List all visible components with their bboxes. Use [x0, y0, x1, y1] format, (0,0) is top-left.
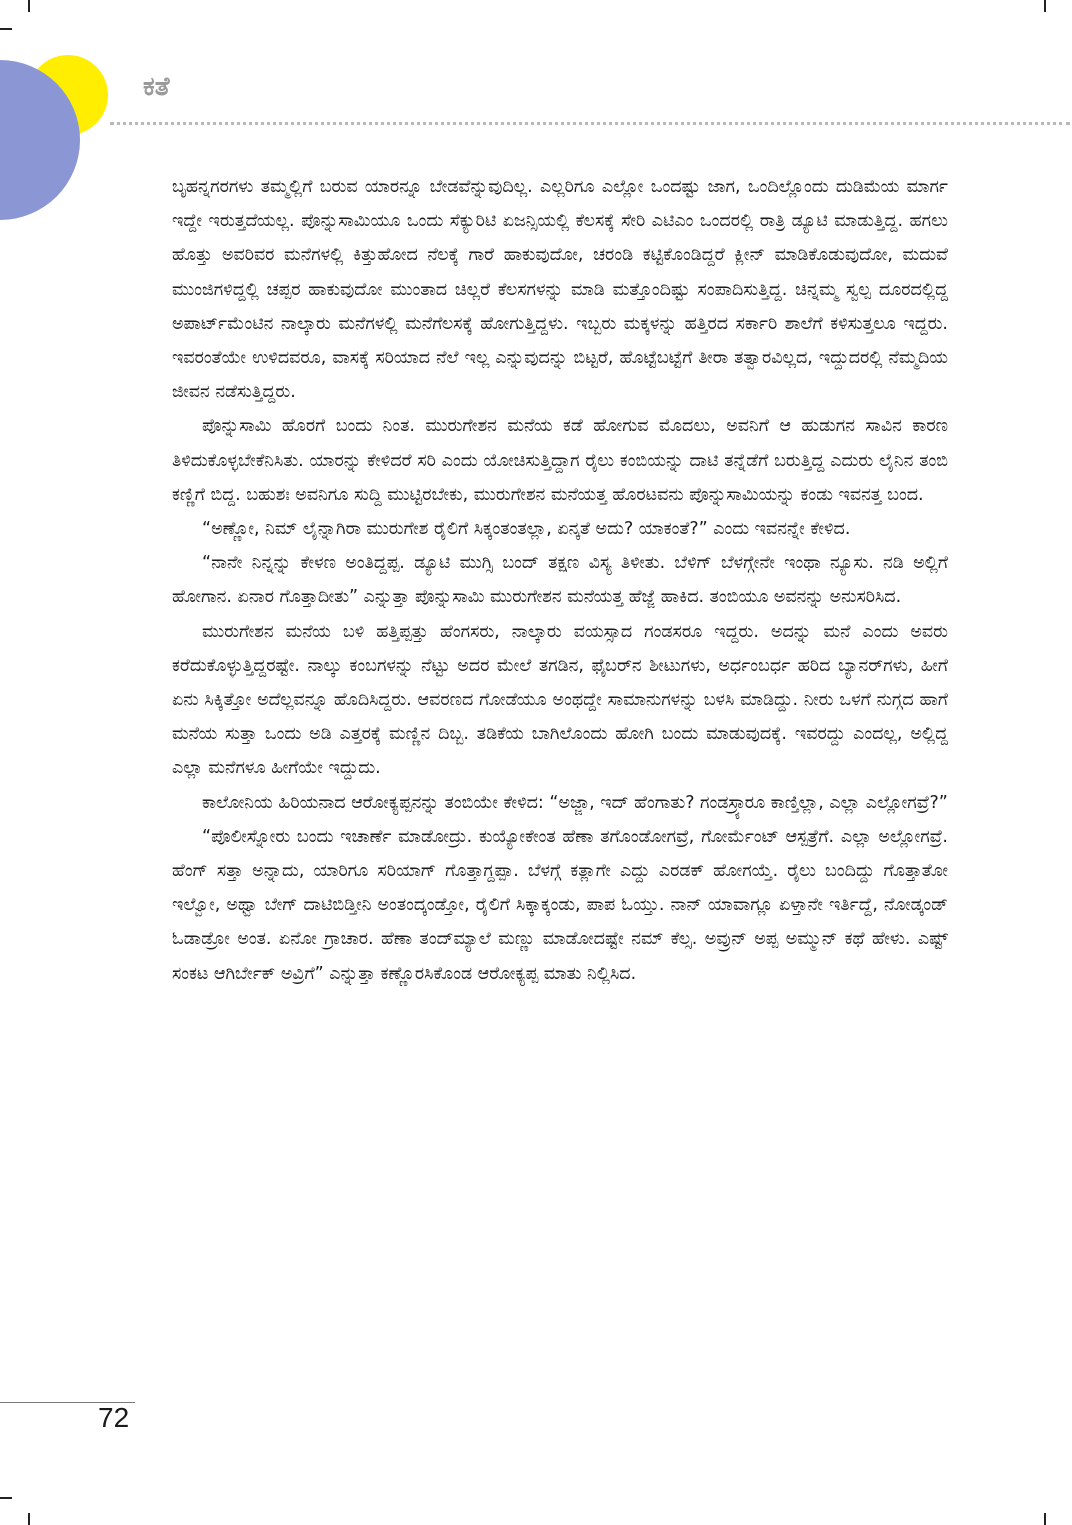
paragraph: ಮುರುಗೇಶನ ಮನೆಯ ಬಳಿ ಹತ್ತಿಪ್ಪತ್ತು ಹೆಂಗಸರು, ನಾಲ್ಕಾರು ವಯಸ್ಸಾದ ಗಂಡಸರೂ ಇದ್ದರು. ಅದನ್ನು ಮನೆ ಎಂದು ಅವರು ಕರೆದುಕೊಳ್ಳುತ್ತಿದ್ದರಷ್ಟೇ. ನಾಲ್ಕು ಕಂಬಗಳನ್ನು ನೆಟ್ಟು ಅದರ ಮೇಲೆ ತಗಡಿನ, ಫೈಬರ್‌ನ ಶೀಟುಗಳು, ಅರ್ಧಂಬರ್ಧ ಹರಿದ ಬ್ಯಾನರ್‌ಗಳು, ಹೀಗೆ ಏನು ಸಿಕ್ಕಿತ್ತೋ ಅದೆಲ್ಲವನ್ನೂ ಹೊದಿಸಿದ್ದರು. ಆವರಣದ ಗೋಡೆಯೂ ಅಂಥದ್ದೇ ಸಾಮಾನುಗಳನ್ನು ಬಳಸಿ ಮಾಡಿದ್ದು. ನೀರು ಒಳಗೆ ನುಗ್ಗದ ಹಾಗೆ ಮನೆಯ ಸುತ್ತಾ ಒಂದು ಅಡಿ ಎತ್ತರಕ್ಕೆ ಮಣ್ಣಿನ ದಿಬ್ಬ. ತಡಿಕೆಯ ಬಾಗಿಲೊಂದು ಹೋಗಿ ಬಂದು ಮಾಡುವುದಕ್ಕೆ. ಇವರದ್ದು ಎಂದಲ್ಲ, ಅಲ್ಲಿದ್ದ ಎಲ್ಲಾ ಮನೆಗಳೂ ಹೀಗೆಯೇ ಇದ್ದುದು.	[172, 621, 948, 779]
crop-mark-bottom-right	[1044, 1513, 1046, 1525]
crop-mark-left-upper	[0, 28, 12, 30]
story-body	[172, 170, 948, 991]
crop-mark-top-right	[1044, 0, 1046, 12]
paragraph: “ಅಣ್ಣೋ, ನಿಮ್ ಲೈನ್ನಾಗಿರಾ ಮುರುಗೇಶ ರೈಲಿಗೆ ಸಿಕ್ಕಂತಂತಲ್ಲಾ, ಏನ್ಕತೆ ಅದು? ಯಾಕಂತೆ?” ಎಂದು ಇವನನ್ನೇ ಕೇಳಿದ.	[202, 519, 851, 540]
section-title: ಕತೆ	[143, 72, 170, 102]
paragraph: ಪೊನ್ನುಸಾಮಿ ಹೊರಗೆ ಬಂದು ನಿಂತ. ಮುರುಗೇಶನ ಮನೆಯ ಕಡೆ ಹೋಗುವ ಮೊದಲು, ಅವನಿಗೆ ಆ ಹುಡುಗನ ಸಾವಿನ ಕಾರಣ ತಿಳಿದುಕೊಳ್ಳಬೇಕೆನಿಸಿತು. ಯಾರನ್ನು ಕೇಳಿದರೆ ಸರಿ ಎಂದು ಯೋಚಿಸುತ್ತಿದ್ದಾಗ ರೈಲು ಕಂಬಿಯನ್ನು ದಾಟಿ ತನ್ನೆಡೆಗೆ ಬರುತ್ತಿದ್ದ ಎದುರು ಲೈನಿನ ತಂಬಿ ಕಣ್ಣಿಗೆ ಬಿದ್ದ. ಬಹುಶಃ ಅವನಿಗೂ ಸುದ್ದಿ ಮುಟ್ಟಿರಬೇಕು, ಮುರುಗೇಶನ ಮನೆಯತ್ತ ಹೊರಟವನು ಪೊನ್ನುಸಾಮಿಯನ್ನು ಕಂಡು ಇವನತ್ತ ಬಂದ.	[172, 416, 948, 505]
paragraph: “ಪೊಲೀಸ್ನೋರು ಬಂದು ಇಚಾರ್ಣೆ ಮಾಡೋದ್ರು. ಕುಯ್ಯೋಕೇಂತ ಹೆಣಾ ತಗೊಂಡೋಗವ್ರೆ, ಗೋರ್ಮೆಂಟ್ ಆಸ್ಪತ್ರೆಗೆ. ಎಲ್ಲಾ ಅಲ್ಲೋಗವ್ರೆ. ಹೆಂಗ್ ಸತ್ತಾ ಅನ್ನಾದು, ಯಾರಿಗೂ ಸರಿಯಾಗ್ ಗೊತ್ತಾಗ್ದಪ್ಪಾ. ಬೆಳಗ್ಗೆ ಕತ್ಲಾಗೇ ಎದ್ದು ಎರಡಕ್ ಹೋಗಯ್ತೆ. ರೈಲು ಬಂದಿದ್ದು ಗೊತ್ತಾತೋ ಇಲ್ವೋ, ಅಥ್ವಾ ಬೇಗ್ ದಾಟಿಬಿಡ್ತೀನಿ ಅಂತಂದ್ಕಂಡ್ತೋ, ರೈಲಿಗೆ ಸಿಕ್ಕಾಕ್ಕಂಡು, ಪಾಪ ಓಯ್ತು. ನಾನ್ ಯಾವಾಗ್ಲೂ ಏಳ್ತಾನೇ ಇರ್ತಿದ್ದೆ, ನೋಡ್ಕಂಡ್ ಓಡಾಡ್ರೋ ಅಂತ. ಏನೋ ಗ್ರಾಚಾರ. ಹೆಣಾ ತಂದ್‌ಮ್ಯಾಲೆ ಮಣ್ಣು ಮಾಡೋದಷ್ಟೇ ನಮ್ ಕೆಲ್ಸ. ಅವ್ರುನ್ ಅಪ್ಪ ಅಮ್ಮುನ್ ಕಥೆ ಹೇಳು. ಎಷ್ಟ್ ಸಂಕಟ ಆಗಿರ್ಬೇಕ್ ಅವ್ರಿಗೆ” ಎನ್ನುತ್ತಾ ಕಣ್ಣೊರಸಿಕೊಂಡ ಆರೋಕ್ಯಪ್ಪ ಮಾತು ನಿಲ್ಲಿಸಿದ.	[172, 826, 948, 984]
crop-mark-left-lower	[0, 1497, 12, 1499]
paragraph: ಬೃಹನ್ನಗರಗಳು ತಮ್ಮಲ್ಲಿಗೆ ಬರುವ ಯಾರನ್ನೂ ಬೇಡವೆನ್ನುವುದಿಲ್ಲ. ಎಲ್ಲರಿಗೂ ಎಲ್ಲೋ ಒಂದಷ್ಟು ಜಾಗ, ಒಂದಿಲ್ಲೊಂದು ದುಡಿಮೆಯ ಮಾರ್ಗ ಇದ್ದೇ ಇರುತ್ತದೆಯಲ್ಲ. ಪೊನ್ನುಸಾಮಿಯೂ ಒಂದು ಸೆಕ್ಯುರಿಟಿ ಏಜನ್ಸಿಯಲ್ಲಿ ಕೆಲಸಕ್ಕೆ ಸೇರಿ ಎಟಿಎಂ ಒಂದರಲ್ಲಿ ರಾತ್ರಿ ಡ್ಯೂಟಿ ಮಾಡುತ್ತಿದ್ದ. ಹಗಲು ಹೊತ್ತು ಅವರಿವರ ಮನೆಗಳಲ್ಲಿ ಕಿತ್ತುಹೋದ ನೆಲಕ್ಕೆ ಗಾರೆ ಹಾಕುವುದೋ, ಚರಂಡಿ ಕಟ್ಟಿಕೊಂಡಿದ್ದರೆ ಕ್ಲೀನ್ ಮಾಡಿಕೊಡುವುದೋ, ಮದುವೆ ಮುಂಜಿಗಳಿದ್ದಲ್ಲಿ ಚಪ್ಪರ ಹಾಕುವುದೋ ಮುಂತಾದ ಚಿಲ್ಲರೆ ಕೆಲಸಗಳನ್ನು ಮಾಡಿ ಮತ್ತೊಂದಿಷ್ಟು ಸಂಪಾದಿಸುತ್ತಿದ್ದ. ಚಿನ್ನಮ್ಮ ಸ್ವಲ್ಪ ದೂರದಲ್ಲಿದ್ದ ಅಪಾರ್ಟ್‌ಮೆಂಟಿನ ನಾಲ್ಕಾರು ಮನೆಗಳಲ್ಲಿ ಮನೆಗೆಲಸಕ್ಕೆ ಹೋಗುತ್ತಿದ್ದಳು. ಇಬ್ಬರು ಮಕ್ಕಳನ್ನು ಹತ್ತಿರದ ಸರ್ಕಾರಿ ಶಾಲೆಗೆ ಕಳಿಸುತ್ತಲೂ ಇದ್ದರು. ಇವರಂತೆಯೇ ಉಳಿದವರೂ, ವಾಸಕ್ಕೆ ಸರಿಯಾದ ನೆಲೆ ಇಲ್ಲ ಎನ್ನುವುದನ್ನು ಬಿಟ್ಟರೆ, ಹೊಟ್ಟೆಬಟ್ಟೆಗೆ ತೀರಾ ತತ್ವಾರವಿಲ್ಲದ, ಇದ್ದುದರಲ್ಲಿ ನೆಮ್ಮದಿಯ ಜೀವನ ನಡೆಸುತ್ತಿದ್ದರು.	[172, 177, 948, 403]
page-number: 72	[98, 1402, 130, 1433]
header-dotted-rule	[110, 122, 1070, 125]
paragraph: “ನಾನೇ ನಿನ್ನನ್ನು ಕೇಳಣ ಅಂತಿದ್ದಪ್ಪ. ಡ್ಯೂಟಿ ಮುಗ್ಸಿ ಬಂದ್ ತಕ್ಷಣ ವಿಸ್ಯ ತಿಳೀತು. ಬೆಳಿಗ್ ಬೆಳಗ್ಗೇನೇ ಇಂಥಾ ನ್ಯೂಸು. ನಡಿ ಅಲ್ಲಿಗೆ ಹೋಗಾನ. ಏನಾರ ಗೊತ್ತಾದೀತು” ಎನ್ನುತ್ತಾ ಪೊನ್ನುಸಾಮಿ ಮುರುಗೇಶನ ಮನೆಯತ್ತ ಹೆಜ್ಜೆ ಹಾಕಿದ. ತಂಬಿಯೂ ಅವನನ್ನು ಅನುಸರಿಸಿದ.	[172, 553, 948, 608]
crop-mark-top-left	[28, 0, 30, 12]
crop-mark-bottom-left	[28, 1513, 30, 1525]
paragraph: ಕಾಲೋನಿಯ ಹಿರಿಯನಾದ ಆರೋಕ್ಯಪ್ಪನನ್ನು ತಂಬಿಯೇ ಕೇಳಿದ: “ಅಜ್ಜಾ, ಇದ್ ಹೆಂಗಾತು? ಗಂಡಸ್ರ್ಯಾರೂ ಕಾಣ್ತಿಲ್ಲಾ, ಎಲ್ಲಾ ಎಲ್ಲೋಗವ್ರೆ?”	[202, 792, 948, 813]
